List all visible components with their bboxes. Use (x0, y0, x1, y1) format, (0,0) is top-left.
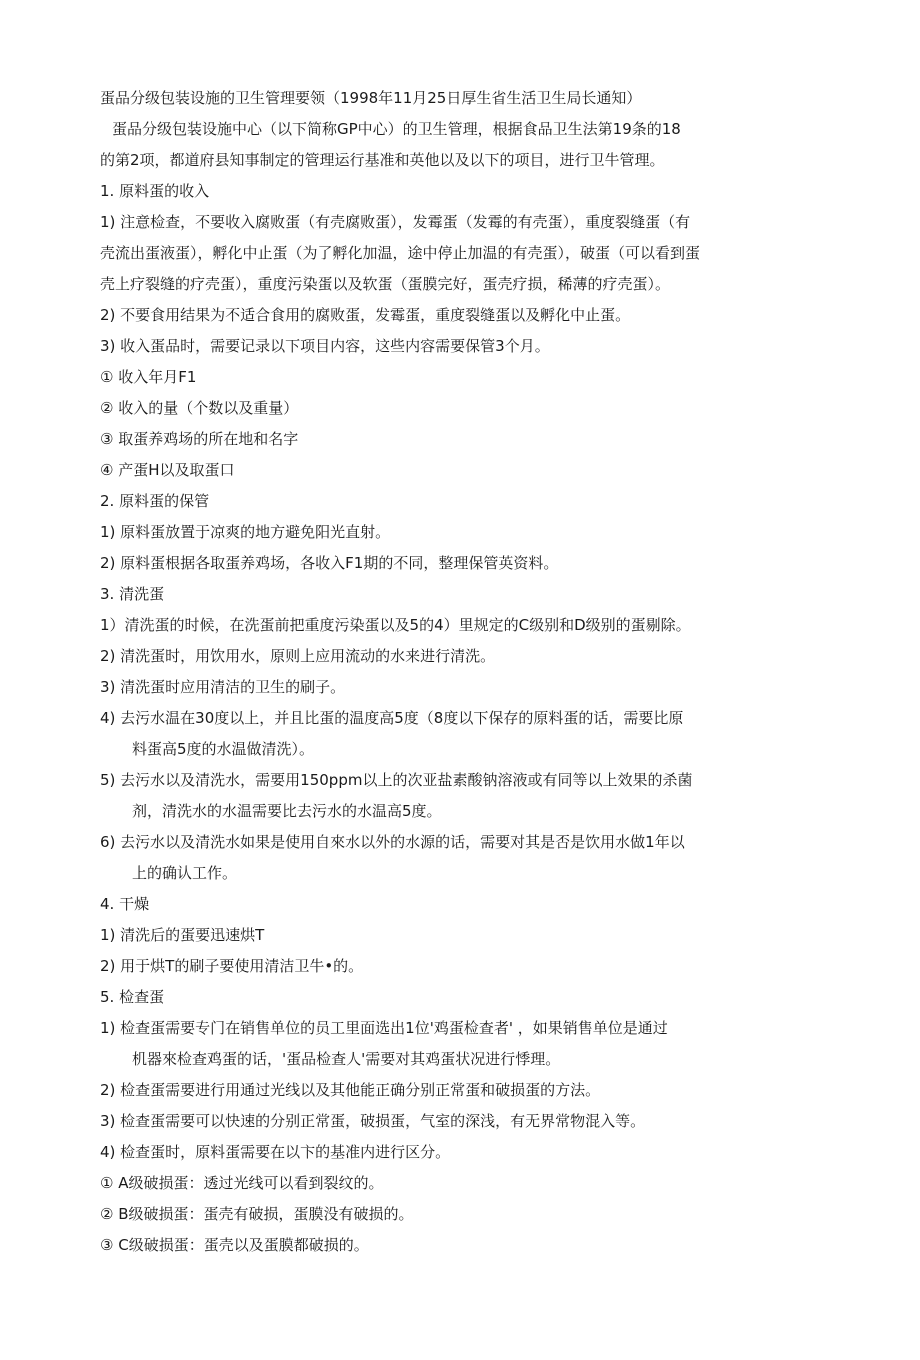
list-item: 3) 清洗蛋时应用清洁的卫生的刷子。 (100, 678, 346, 696)
list-item: 2) 原料蛋根据各取蛋养鸡场，各收入F1期的不同，整理保管英资料。 (100, 554, 559, 572)
section-heading: 5. 检查蛋 (100, 988, 165, 1006)
list-item: 2) 用于烘T的刷子要使用清洁卫牛•的。 (100, 957, 364, 975)
sub-list-item: ② B级破损蛋：蛋壳有破损，蛋膜没有破损的。 (100, 1205, 414, 1223)
sub-list-item: ② 收入的量（个数以及重量） (100, 399, 299, 417)
paragraph-line: 壳流出蛋液蛋），孵化中止蛋（为了孵化加温，途中停止加温的有壳蛋），破蛋（可以看到蛋 (100, 244, 701, 262)
list-item: 3) 检查蛋需要可以快速的分别正常蛋，破损蛋，气室的深浅，有无界常物混入等。 (100, 1112, 646, 1130)
list-item: 5) 去污水以及清洗水，需要用150ppm以上的次亚盐素酸钠溶液或有同等以上效果的杀菌 (100, 771, 693, 789)
sub-list-item: ① 收入年月F1 (100, 368, 197, 386)
section-heading: 3. 清洗蛋 (100, 585, 165, 603)
list-item: 2) 清洗蛋时，用饮用水，原则上应用流动的水来进行清洗。 (100, 647, 496, 665)
list-item: 6) 去污水以及清洗水如果是使用自來水以外的水源的话，需要对其是否是饮用水做1年以 (100, 833, 685, 851)
list-item: 3) 收入蛋品时，需要记录以下项目内容，这些内容需要保管3个月。 (100, 337, 550, 355)
paragraph-line: 料蛋高5度的水温做清洗）。 (132, 740, 315, 758)
section-heading: 4. 干燥 (100, 895, 150, 913)
sub-list-item: ③ C级破损蛋：蛋壳以及蛋膜都破损的。 (100, 1236, 369, 1254)
list-item: 2) 不要食用结果为不适合食用的腐败蛋，发霉蛋，重度裂缝蛋以及孵化中止蛋。 (100, 306, 631, 324)
list-item: 1) 注意检查，不要收入腐败蛋（有壳腐败蛋），发霉蛋（发霉的有壳蛋），重度裂缝蛋（有 (100, 213, 691, 231)
sub-list-item: ④ 产蛋H以及取蛋口 (100, 461, 235, 479)
sub-list-item: ① A级破损蛋：透过光线可以看到裂纹的。 (100, 1174, 384, 1192)
paragraph-line: 上的确认工作。 (132, 864, 238, 882)
section-heading: 1. 原料蛋的收入 (100, 182, 210, 200)
list-item: 1) 原料蛋放置于凉爽的地方避免阳光直射。 (100, 523, 391, 541)
list-item: 1) 检查蛋需要专门在销售单位的员工里面选出1位'鸡蛋检查者' ，如果销售单位是通过 (100, 1019, 668, 1037)
list-item: 4) 检查蛋时，原料蛋需要在以卞的基准内进行区分。 (100, 1143, 451, 1161)
section-heading: 2. 原料蛋的保管 (100, 492, 210, 510)
paragraph-line: 剂，清洗水的水温需要比去污水的水温高5度。 (132, 802, 442, 820)
list-item: 4) 去污水温在30度以上，并且比蛋的温度高5度（8度以下保存的原料蛋的话，需要比原 (100, 709, 684, 727)
list-item: 1) 清洗后的蛋要迅速烘T (100, 926, 265, 944)
sub-list-item: ③ 取蛋养鸡场的所在地和名字 (100, 430, 299, 448)
paragraph-line: 壳上疗裂缝的疗壳蛋），重度污染蛋以及软蛋（蛋膜完好，蛋壳疗损，稀薄的疗壳蛋）。 (100, 275, 671, 293)
paragraph-line: 机器來检查鸡蛋的话，'蛋品检查人'需要对其鸡蛋状况进行悸理。 (132, 1050, 561, 1068)
document-title: 蛋品分级包装设施的卫生管理要领（1998年11月25日厚生省生活卫生局长通知） (100, 89, 642, 107)
paragraph-line: 蛋品分级包装设施中心（以下简称GP中心）的卫生管理，根据食品卫生法第19条的18 (112, 120, 681, 138)
list-item: 1）清洗蛋的时候，在洗蛋前把重度污染蛋以及5的4）里规定的C级别和D级别的蛋剔除。 (100, 616, 691, 634)
paragraph-line: 的第2项，都道府县知事制定的管理运行基准和英他以及以下的项目，进行卫牛管理。 (100, 151, 665, 169)
list-item: 2) 检查蛋需要进行用通过光线以及其他能正确分别正常蛋和破损蛋的方法。 (100, 1081, 601, 1099)
